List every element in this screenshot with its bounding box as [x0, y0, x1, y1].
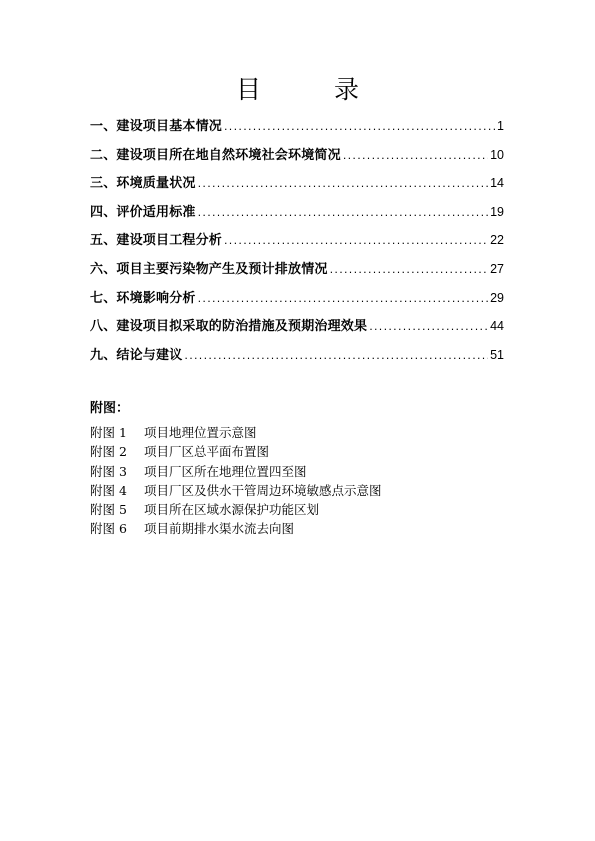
toc-entry[interactable]	[90, 203, 504, 232]
figure-item	[90, 482, 382, 501]
toc-entry[interactable]	[90, 289, 504, 318]
toc-entry-page: 1	[497, 119, 504, 133]
toc-entry-page: 22	[490, 233, 504, 248]
figure-description: 项目厂区总平面布置图	[144, 444, 270, 460]
toc-entry-page: 19	[490, 204, 504, 219]
toc-entry[interactable]	[90, 174, 504, 203]
figure-label: 附图 1	[90, 425, 127, 440]
toc-leader-dots	[369, 318, 488, 336]
figure-label: 附图 4	[90, 482, 127, 498]
toc-leader-dots	[330, 261, 488, 279]
toc-entry-label: 七、环境影响分析	[90, 290, 196, 306]
toc-entry[interactable]	[90, 317, 504, 346]
toc-entry-label: 九、结论与建议	[90, 347, 183, 363]
toc-entry-page: 14	[490, 176, 504, 191]
toc-entry[interactable]	[90, 146, 504, 175]
figures-list	[90, 424, 382, 540]
toc-entry[interactable]	[90, 260, 504, 289]
toc-leader-dots	[198, 204, 488, 222]
toc-leader-dots	[224, 232, 488, 250]
toc-entry-label: 六、项目主要污染物产生及预计排放情况	[90, 261, 328, 277]
figure-label: 附图 2	[90, 444, 127, 460]
figure-description: 项目所在区域水源保护功能区划	[144, 502, 320, 518]
figure-description: 项目厂区及供水干管周边环境敏感点示意图	[144, 482, 382, 498]
toc-entry-page: 29	[490, 290, 504, 305]
figure-description: 项目地理位置示意图	[144, 425, 257, 440]
figure-description: 项目厂区所在地理位置四至图	[144, 463, 307, 479]
toc-leader-dots	[198, 175, 488, 193]
toc-entry[interactable]	[90, 346, 504, 375]
page-title: 目 录	[235, 75, 383, 104]
toc-entry-page: 27	[490, 261, 504, 276]
toc-entry-label: 四、评价适用标准	[90, 204, 196, 220]
toc-entry-label: 五、建设项目工程分析	[90, 233, 223, 249]
table-of-contents	[90, 117, 504, 374]
toc-entry-label: 二、建设项目所在地自然环境社会环境简况	[90, 147, 341, 163]
figure-label: 附图 3	[90, 463, 127, 479]
figure-label: 附图 6	[90, 521, 127, 537]
toc-entry-label: 三、环境质量状况	[90, 176, 196, 192]
toc-entry-page: 51	[490, 347, 504, 362]
figure-item	[90, 501, 382, 520]
figure-description: 项目前期排水渠水流去向图	[144, 521, 295, 537]
toc-leader-dots	[343, 147, 488, 165]
toc-entry[interactable]	[90, 231, 504, 260]
toc-entry-label: 八、建设项目拟采取的防治措施及预期治理效果	[90, 319, 368, 335]
figure-item	[90, 520, 382, 539]
figure-item	[90, 424, 382, 443]
figure-item	[90, 443, 382, 462]
toc-leader-dots	[198, 290, 488, 308]
figure-item	[90, 463, 382, 482]
toc-entry[interactable]	[90, 117, 504, 146]
toc-leader-dots	[224, 118, 495, 136]
toc-entry-page: 10	[490, 147, 504, 162]
figures-heading: 附图：	[90, 401, 130, 416]
toc-entry-label: 一、建设项目基本情况	[90, 119, 223, 134]
toc-entry-page: 44	[490, 319, 504, 334]
toc-leader-dots	[184, 347, 488, 365]
figure-label: 附图 5	[90, 502, 127, 518]
